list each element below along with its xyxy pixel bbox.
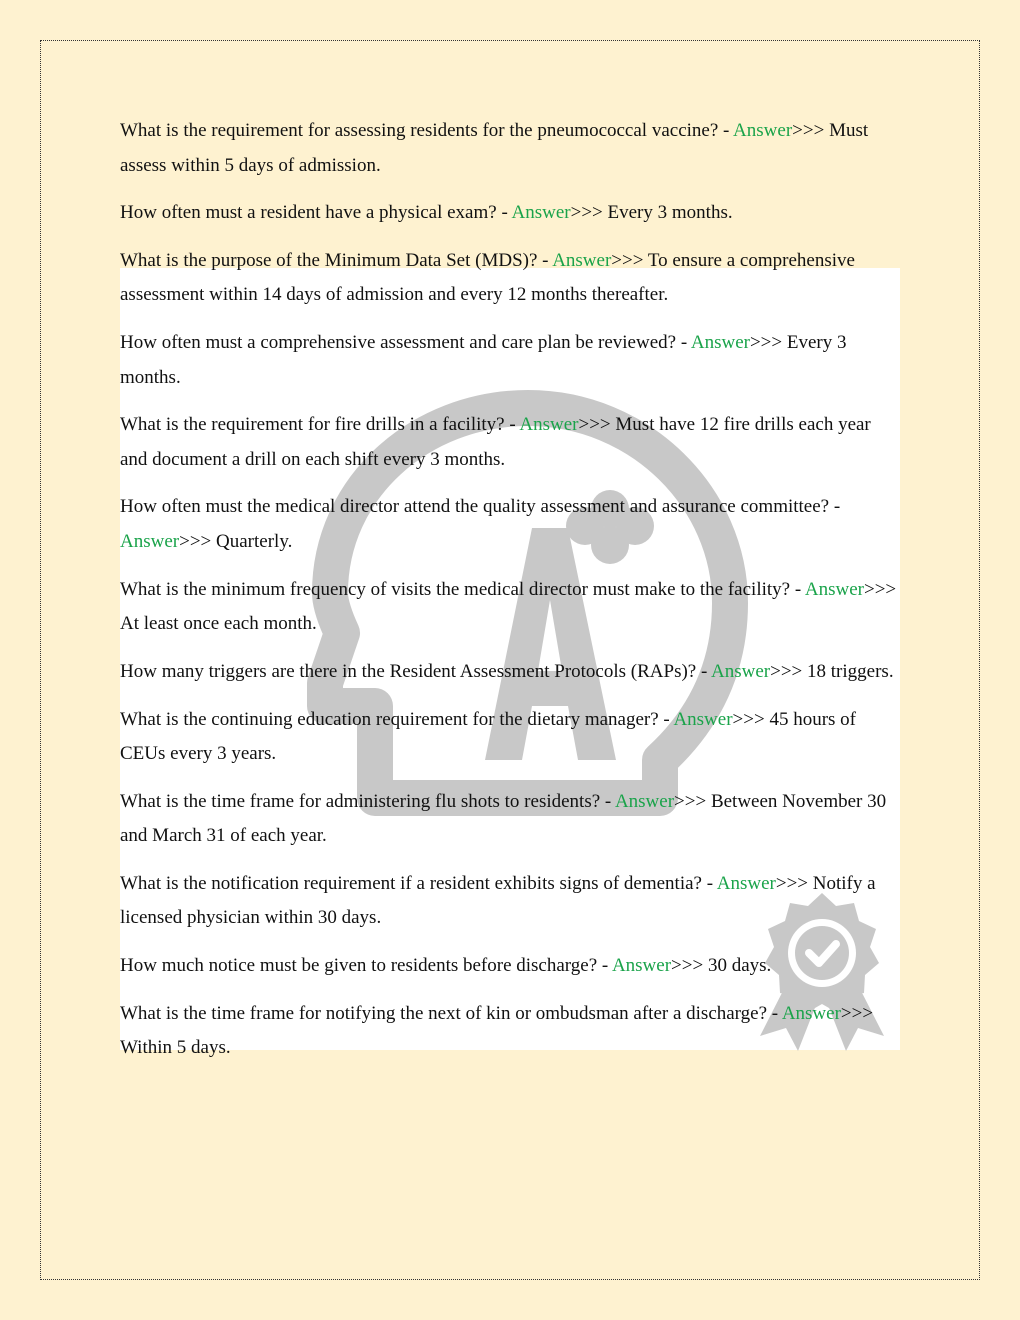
answer-separator: >>> <box>770 660 808 682</box>
answer-separator: >>> <box>570 202 608 224</box>
answer-separator: >>> <box>611 249 648 271</box>
answer-separator: >>> <box>732 708 770 730</box>
qa-item <box>120 655 900 690</box>
answer-text: Notify a licensed physician within 30 days. <box>120 872 876 929</box>
qa-item <box>120 867 900 936</box>
answer-text: To ensure a comprehensive assessment within 14 days of admission and every 12 months thereafter. <box>120 249 855 306</box>
question-text: How often must a comprehensive assessment and care plan be reviewed? - <box>120 332 691 354</box>
qa-item <box>120 408 900 477</box>
answer-separator: >>> <box>775 872 813 894</box>
answer-separator: >>> <box>863 578 897 600</box>
answer-separator: >>> <box>792 120 830 141</box>
answer-text: Every 3 months. <box>120 332 847 388</box>
question-text: What is the requirement for fire drills in a facility? - <box>120 414 520 436</box>
question-text: What is the requirement for assessing residents for the pneumococcal vaccine? - <box>120 120 734 141</box>
answer-separator: >>> <box>749 332 787 354</box>
qa-item <box>120 244 900 313</box>
qa-item <box>120 326 900 395</box>
answer-label: Answer <box>611 955 672 977</box>
question-text: What is the notification requirement if a resident exhibits signs of dementia? - <box>120 872 717 894</box>
answer-text: Between November 30 and March 31 of each year. <box>120 790 887 847</box>
answer-label: Answer <box>716 872 776 894</box>
answer-label: Answer <box>781 1002 841 1024</box>
answer-label: Answer <box>614 790 675 812</box>
question-text: What is the time frame for notifying the next of kin or ombudsman after a discharge? - <box>120 1002 782 1024</box>
answer-label: Answer <box>711 660 771 682</box>
answer-text: 18 triggers. <box>807 660 894 682</box>
qa-item <box>120 703 900 772</box>
answer-text: At least once each month. <box>120 613 317 635</box>
question-text: What is the minimum frequency of visits the medical director must make to the facility? - <box>120 578 805 600</box>
answer-label: Answer <box>511 202 571 224</box>
answer-text: 45 hours of CEUs every 3 years. <box>120 708 857 764</box>
answer-separator: >>> <box>674 790 711 812</box>
question-text: How much notice must be given to residents before discharge? - <box>120 955 612 977</box>
answer-separator: >>> <box>578 414 616 436</box>
answer-separator: >>> <box>671 955 708 977</box>
question-text: How often must the medical director attend the quality assessment and assurance committee? - <box>120 496 841 518</box>
answer-label: Answer <box>673 708 733 730</box>
answer-label: Answer <box>120 530 180 552</box>
answer-label: Answer <box>804 578 864 600</box>
answer-text: Quarterly. <box>216 530 293 552</box>
qa-item <box>120 490 900 559</box>
qa-item <box>120 785 900 854</box>
qa-item <box>120 114 900 183</box>
answer-label: Answer <box>552 249 612 271</box>
question-text: How many triggers are there in the Resident Assessment Protocols (RAPs)? - <box>120 660 712 682</box>
answer-label: Answer <box>690 332 750 354</box>
answer-text: Must assess within 5 days of admission. <box>120 120 869 176</box>
answer-label: Answer <box>733 120 793 141</box>
qa-item <box>120 949 900 984</box>
qa-item <box>120 573 900 642</box>
qa-item <box>120 997 900 1066</box>
answer-label: Answer <box>519 414 579 436</box>
answer-text: Every 3 months. <box>607 202 733 224</box>
answer-separator: >>> <box>840 1002 874 1024</box>
question-text: What is the continuing education requirement for the dietary manager? - <box>120 708 674 730</box>
answer-text: 30 days. <box>707 955 772 977</box>
qa-list <box>120 114 900 1079</box>
answer-separator: >>> <box>179 530 217 552</box>
answer-text: Must have 12 fire drills each year and document a drill on each shift every 3 months. <box>120 414 871 470</box>
question-text: What is the purpose of the Minimum Data Set (MDS)? - <box>120 249 553 271</box>
question-text: How often must a resident have a physical exam? - <box>120 202 512 224</box>
qa-item <box>120 196 900 231</box>
answer-text: Within 5 days. <box>120 1037 231 1059</box>
question-text: What is the time frame for administering flu shots to residents? - <box>120 790 615 812</box>
